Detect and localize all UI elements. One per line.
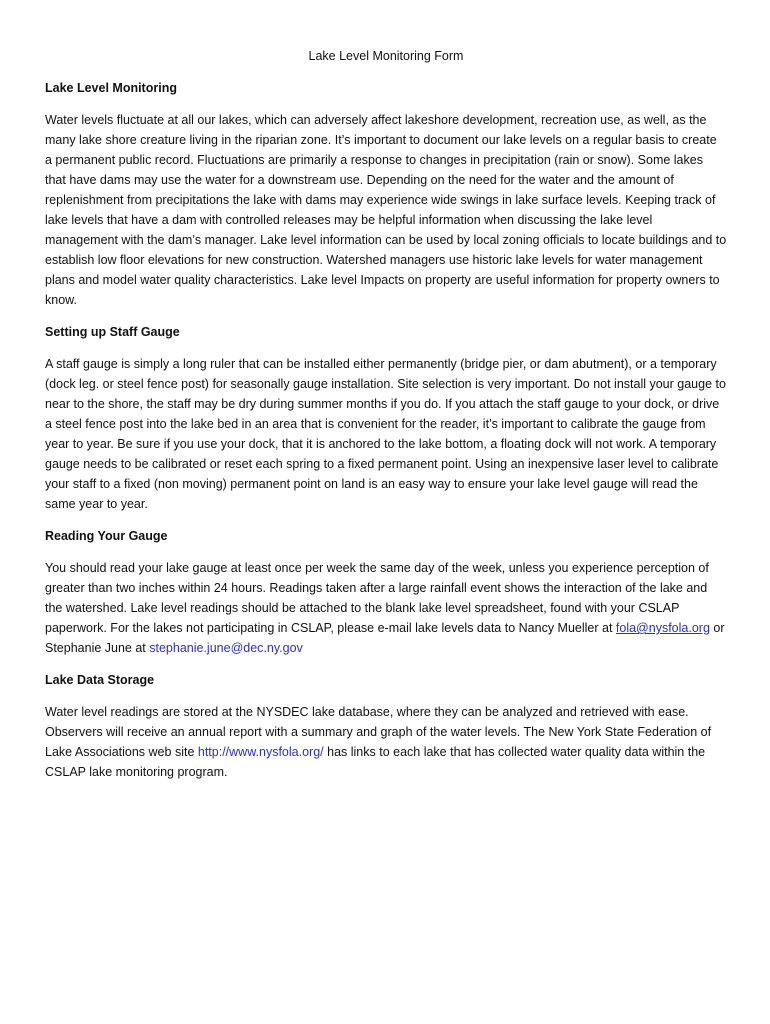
storage-text-part1: Water level readings are stored at the NYSDEC lake database, where they can be analyzed and retrieved with ease. Observers will receive an annual report with a summary and graph of the water levels. The New York State Federation of Lake Associations web site [45, 705, 712, 759]
website-link-nysfola[interactable]: http://www.nysfola.org/ [197, 745, 324, 759]
section-body-reading-your-gauge [45, 558, 727, 658]
section-heading-lake-level-monitoring: Lake Level Monitoring [45, 81, 177, 95]
document-title: Lake Level Monitoring Form [308, 49, 464, 63]
section-body-setting-up-staff-gauge: A staff gauge is simply a long ruler that can be installed either permanently (bridge pier, or dam abutment), or a temporary (dock leg. or steel fence post) for seasonally gauge installation. Site selection is very important. Do not install your gauge to near to the shore, the staff may be dry during summer months if you do. If you attach the staff gauge to your dock, or drive a steel fence post into the lake bed in an area that is convenient for the reader, it’s important to calibrate the gauge from year to year. Be sure if you use your dock, that it is anchored to the lake bottom, a floating dock will not work. A temporary gauge needs to be calibrated or reset each spring to a fixed permanent point. Using an inexpensive laser level to calibrate your staff to a fixed (non moving) permanent point on land is an easy way to ensure your lake level gauge will read the same year to year. [45, 357, 726, 511]
storage-text-part2: has links to each lake that has collected water quality data within the CSLAP lake monitoring program. [45, 745, 706, 779]
reading-text-part2: or Stephanie June at [45, 621, 725, 655]
document-page [45, 46, 727, 794]
section-heading-lake-data-storage: Lake Data Storage [45, 673, 155, 687]
section-heading-setting-up-staff-gauge: Setting up Staff Gauge [45, 325, 180, 339]
email-link-fola[interactable]: fola@nysfola.org [615, 621, 710, 635]
section-heading-reading-your-gauge: Reading Your Gauge [45, 529, 168, 543]
section-body-lake-data-storage [45, 702, 727, 782]
email-text-stephanie[interactable]: stephanie.june@dec.ny.gov [149, 641, 303, 655]
reading-text-part1: You should read your lake gauge at least once per week the same day of the week, unless you experience perception of greater than two inches within 24 hours. Readings taken after a large rainfall event shows the interaction of the lake and the watershed. Lake level readings should be attached to the blank lake level spreadsheet, found with your CSLAP paperwork. For the lakes not participating in CSLAP, please e-mail lake levels data to Nancy Mueller at [45, 561, 709, 635]
section-body-lake-level-monitoring: Water levels fluctuate at all our lakes, which can adversely affect lakeshore development, recreation use, as well, as the many lake shore creature living in the riparian zone. It’s important to document our lake levels on a regular basis to create a permanent public record. Fluctuations are primarily a response to changes in precipitation (rain or snow). Some lakes that have dams may use the water for a downstream use. Depending on the need for the water and the amount of replenishment from precipitations the lake with dams may experience wide swings in lake surface levels. Keeping track of lake levels that have a dam with controlled releases may be helpful information when discussing the lake level management with the dam’s manager. Lake level information can be used by local zoning officials to locate buildings and to establish low floor elevations for new construction. Watershed managers use historic lake levels for water management plans and model water quality characteristics. Lake level Impacts on property are useful information for property owners to know. [45, 113, 727, 307]
